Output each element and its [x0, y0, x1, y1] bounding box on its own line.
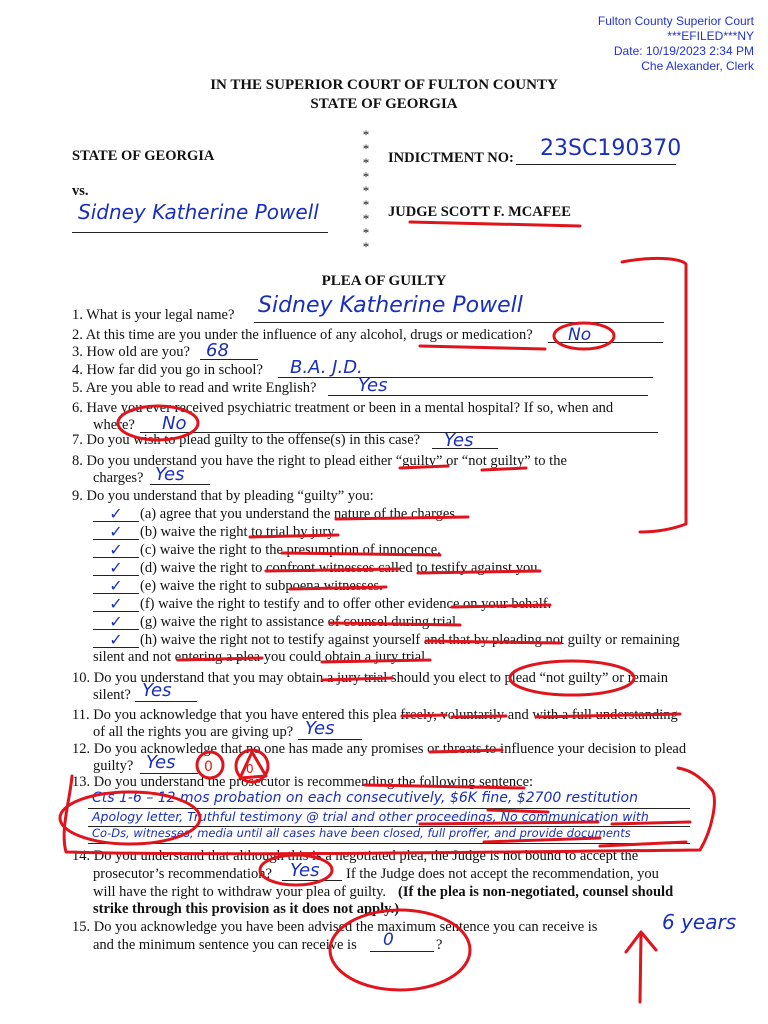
court-line1: IN THE SUPERIOR COURT OF FULTON COUNTY [210, 77, 558, 93]
q15-text-line2b: ? [436, 937, 443, 953]
q14-text-line3b: (If the plea is non-negotiated, counsel should [398, 884, 674, 900]
q4-text: 4. How far did you go in school? [72, 362, 263, 378]
q9-item-g: (g) waive the right to assistance of counsel during trial. [140, 614, 460, 630]
efile-stamp [598, 14, 754, 74]
q13-sentence-line3: Co-Ds, witnesses, media until all cases have been closed, full proffer, and provide documents [92, 826, 631, 840]
q5-text: 5. Are you able to read and write English? [72, 380, 317, 396]
stamp-clerk: Che Alexander, Clerk [641, 59, 754, 73]
q9-item-a-check: ✓ [109, 504, 123, 523]
q9-item-e-check: ✓ [109, 576, 123, 595]
stamp-efiled: ***EFILED***NY [667, 29, 754, 43]
q13-sentence-line1: Cts 1-6 – 12 mos probation on each consecutively, $6K fine, $2700 restitution [92, 790, 638, 806]
q9-text: 9. Do you understand that by pleading “guilty” you: [72, 488, 374, 504]
q11-text-line2: of all the rights you are giving up? [93, 724, 294, 740]
q9-item-c-check: ✓ [109, 540, 123, 559]
vs-label: vs. [72, 183, 89, 199]
q5-answer: Yes [358, 375, 388, 396]
q9-item-b: (b) waive the right to trial by jury. [140, 524, 338, 540]
q8-answer: Yes [155, 464, 185, 485]
circled-numeral-1: 0 [204, 759, 213, 775]
q6-answer: No [162, 413, 187, 434]
stamp-date: Date: 10/19/2023 2:34 PM [613, 44, 754, 58]
q7-line [432, 448, 498, 449]
q9-item-h: (h) waive the right not to testify against yourself and that by pleading not guilty or remaining [140, 632, 680, 648]
plaintiff-name: STATE OF GEORGIA [72, 148, 215, 164]
document-title: PLEA OF GUILTY [321, 273, 447, 289]
q11-text-line1: 11. Do you acknowledge that you have entered this plea freely, voluntarily and with a full understanding [72, 707, 678, 723]
q9-item-f: (f) waive the right to testify and to offer other evidence on your behalf. [140, 596, 552, 612]
q2-answer: No [568, 325, 592, 345]
q9-item-d: (d) waive the right to confront witnesses called to testify against you. [140, 560, 542, 576]
q14-text-line3a: will have the right to withdraw your plea of guilty. [93, 884, 387, 900]
q14-text-line2b: If the Judge does not accept the recommendation, you [346, 866, 659, 882]
q13-line3 [88, 843, 690, 844]
court-line2: STATE OF GEORGIA [310, 96, 458, 112]
q6-text-line1: 6. Have you ever received psychiatric treatment or been in a mental hospital? If so, when and [72, 400, 614, 416]
q13-sentence-line2: Apology letter, Truthful testimony @ trial and other proceedings, No communication with [92, 809, 649, 824]
indictment-line [516, 164, 676, 165]
q15-max-answer: 6 years [662, 910, 737, 934]
q5-line [328, 395, 648, 396]
q15-text-line2a: and the minimum sentence you can receive is [93, 937, 357, 953]
q9-item-a: (a) agree that you understand the nature of the charges. [140, 506, 459, 522]
circled-numeral-2: 0 [246, 762, 254, 776]
q8-line [150, 484, 210, 485]
court-heading [0, 76, 768, 114]
q14-answer: Yes [290, 860, 320, 881]
q14-text-line1: 14. Do you understand that although this is a negotiated plea, the Judge is not bound to accept the [72, 848, 639, 864]
q12-text-line1: 12. Do you acknowledge that no one has made any promises or threats to influence your decision to plead [72, 741, 687, 757]
q12-text-line2: guilty? [93, 758, 134, 774]
caption-stars: * * * * * * * * * [362, 127, 370, 254]
q14-text-line4: strike through this provision as it does not apply.) [93, 901, 400, 917]
q9-item-h-line2: silent and not entering a plea you could obtain a jury trial. [93, 649, 429, 665]
q9-item-h-check: ✓ [109, 630, 123, 649]
q4-line [278, 377, 653, 378]
q12-answer: Yes [146, 752, 176, 773]
judge-name: JUDGE SCOTT F. MCAFEE [388, 204, 571, 220]
q10-text-line2: silent? [93, 687, 131, 703]
q1-answer: Sidney Katherine Powell [258, 293, 523, 318]
defendant-line [72, 232, 328, 233]
q9-item-e: (e) waive the right to subpoena witnesses. [140, 578, 383, 594]
stamp-court: Fulton County Superior Court [597, 14, 754, 28]
q13-text: 13. Do you understand the prosecutor is recommending the following sentence: [72, 774, 534, 790]
q2-text: 2. At this time are you under the influence of any alcohol, drugs or medication? [72, 327, 533, 343]
defendant-name: Sidney Katherine Powell [78, 200, 319, 224]
q9-item-c: (c) waive the right to the presumption of innocence. [140, 542, 441, 558]
q1-text: 1. What is your legal name? [72, 307, 235, 323]
q9-item-d-check: ✓ [109, 558, 123, 577]
q8-text-line2: charges? [93, 470, 144, 486]
arrow-shaft [640, 934, 641, 1002]
q14-line [282, 880, 342, 881]
q10-answer: Yes [142, 680, 172, 701]
q10-text-line1: 10. Do you understand that you may obtain a jury trial should you elect to plead “not guilty” or remain [72, 670, 668, 686]
q2-line [548, 342, 663, 343]
q8-text-line1: 8. Do you understand you have the right to plead either “guilty” or “not guilty” to the [72, 453, 567, 469]
q3-answer: 68 [206, 340, 229, 361]
q14-text-line2a: prosecutor’s recommendation? [93, 866, 272, 882]
q15-min-line [370, 951, 434, 952]
q15-min-answer: 0 [383, 930, 394, 950]
indictment-number: 23SC190370 [540, 136, 682, 161]
q11-answer: Yes [305, 718, 335, 739]
q10-line [135, 701, 197, 702]
arrow-head [626, 932, 656, 952]
indictment-label: INDICTMENT NO: [388, 150, 514, 166]
underline-judge [410, 222, 580, 226]
q3-line [200, 359, 258, 360]
q7-text: 7. Do you wish to plead guilty to the offense(s) in this case? [72, 432, 421, 448]
q1-line [254, 322, 664, 323]
q4-answer: B.A. J.D. [290, 357, 363, 378]
underline-q2 [420, 346, 545, 349]
q15-text-line1: 15. Do you acknowledge you have been advised the maximum sentence you can receive is [72, 919, 598, 935]
q9-item-f-check: ✓ [109, 594, 123, 613]
q7-answer: Yes [444, 430, 474, 451]
q9-item-b-check: ✓ [109, 522, 123, 541]
q6-text-line2: where? [93, 417, 135, 433]
q3-text: 3. How old are you? [72, 344, 190, 360]
q9-item-g-check: ✓ [109, 612, 123, 631]
